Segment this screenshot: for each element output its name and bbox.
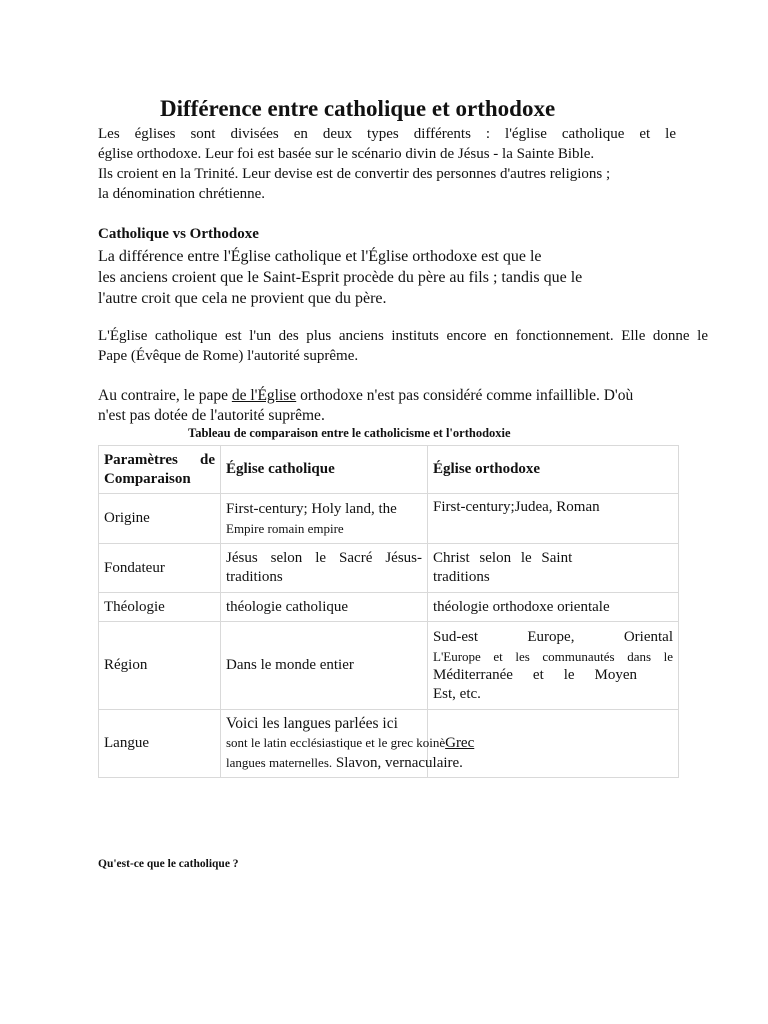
comparison-table xyxy=(98,445,679,778)
row-label: Région xyxy=(99,622,221,710)
cell-line: L'Europe et les communautés dans le xyxy=(433,648,673,664)
difference-line: l'autre croit que cela ne provient que du père. xyxy=(98,290,387,307)
intro-line: la dénomination chrétienne. xyxy=(98,186,266,202)
cell-text: Grec xyxy=(445,735,475,751)
contrary-line: n'est pas dotée de l'autorité suprême. xyxy=(98,407,325,424)
difference-paragraph xyxy=(98,246,676,309)
row-label: Origine xyxy=(99,494,221,544)
row-label: Fondateur xyxy=(99,544,221,593)
cell-line: Voici les langues parlées ici xyxy=(226,715,398,732)
table-cell xyxy=(221,544,428,593)
table-cell xyxy=(428,622,679,710)
cell-line: Sud-est Europe, Oriental xyxy=(433,628,673,645)
intro-line: Ils croient en la Trinité. Leur devise est de convertir des personnes d'autres religions ; xyxy=(98,166,611,182)
intro-paragraph xyxy=(98,124,676,204)
table-cell: théologie orthodoxe orientale xyxy=(428,593,679,622)
section-heading: Catholique vs Orthodoxe xyxy=(98,226,259,242)
cell-line: Christ selon le Saint xyxy=(433,550,573,566)
catholic-line: Pape (Évêque de Rome) l'autorité suprême. xyxy=(98,348,359,364)
cell-text: Slavon, vernaculaire. xyxy=(332,755,463,771)
cell-line: Jésus selon le Sacré Jésus- xyxy=(226,550,422,566)
table-cell xyxy=(221,710,475,778)
header-cell: Église orthodoxe xyxy=(428,446,679,494)
row-label: Théologie xyxy=(99,593,221,622)
contrary-text: orthodoxe n'est pas considéré comme infaillible. D'où xyxy=(296,387,634,404)
underlined-link: de l'Église xyxy=(231,387,297,404)
table-row xyxy=(99,593,679,622)
cell-line: Est, etc. xyxy=(433,685,481,702)
table-row xyxy=(99,494,679,544)
cell-line: traditions xyxy=(226,569,283,585)
header-cell: Église catholique xyxy=(221,446,428,494)
cell-text: sont le latin ecclésiastique et le grec koinè xyxy=(226,735,446,750)
table-cell xyxy=(428,544,679,593)
table-caption: Tableau de comparaison entre le catholicisme et l'orthodoxie xyxy=(188,426,511,440)
intro-line: église orthodoxe. Leur foi est basée sur le scénario divin de Jésus - la Sainte Bible. xyxy=(98,146,595,162)
header-cell: Paramètres de Comparaison xyxy=(99,446,221,494)
question-heading: Qu'est-ce que le catholique ? xyxy=(98,858,239,870)
contrary-paragraph xyxy=(98,386,676,426)
cell-line: Méditerranée et le Moyen xyxy=(433,666,637,683)
difference-line: les anciens croient que le Saint-Esprit procède du père au fils ; tandis que le xyxy=(98,269,583,286)
table-row xyxy=(99,622,679,710)
difference-line: La différence entre l'Église catholique et l'Église orthodoxe est que le xyxy=(98,248,542,265)
table-cell xyxy=(428,494,679,544)
cell-line: Empire romain empire xyxy=(226,520,344,536)
catholic-line: L'Église catholique est l'un des plus anciens instituts encore en fonctionnement. Elle donne le xyxy=(98,328,708,344)
intro-line: Les églises sont divisées en deux types différents : l'église catholique et le xyxy=(98,126,676,142)
table-row xyxy=(99,710,679,778)
cell-text: langues maternelles. xyxy=(226,755,333,770)
contrary-text: Au contraire, le pape xyxy=(98,387,232,404)
cell-line: traditions xyxy=(433,569,490,585)
table-cell: Dans le monde entier xyxy=(221,622,428,710)
page-title: Différence entre catholique et orthodoxe xyxy=(160,96,556,121)
cell-line xyxy=(226,733,475,753)
table-cell: théologie catholique xyxy=(221,593,428,622)
catholic-paragraph xyxy=(98,326,708,366)
cell-line: First-century; Holy land, the xyxy=(226,500,397,517)
table-header-row xyxy=(99,446,679,494)
contrary-line xyxy=(98,386,676,406)
table-row xyxy=(99,544,679,593)
cell-line: First-century;Judea, Roman xyxy=(433,499,600,515)
row-label: Langue xyxy=(99,710,221,778)
cell-line xyxy=(226,753,463,773)
table-cell xyxy=(221,494,428,544)
